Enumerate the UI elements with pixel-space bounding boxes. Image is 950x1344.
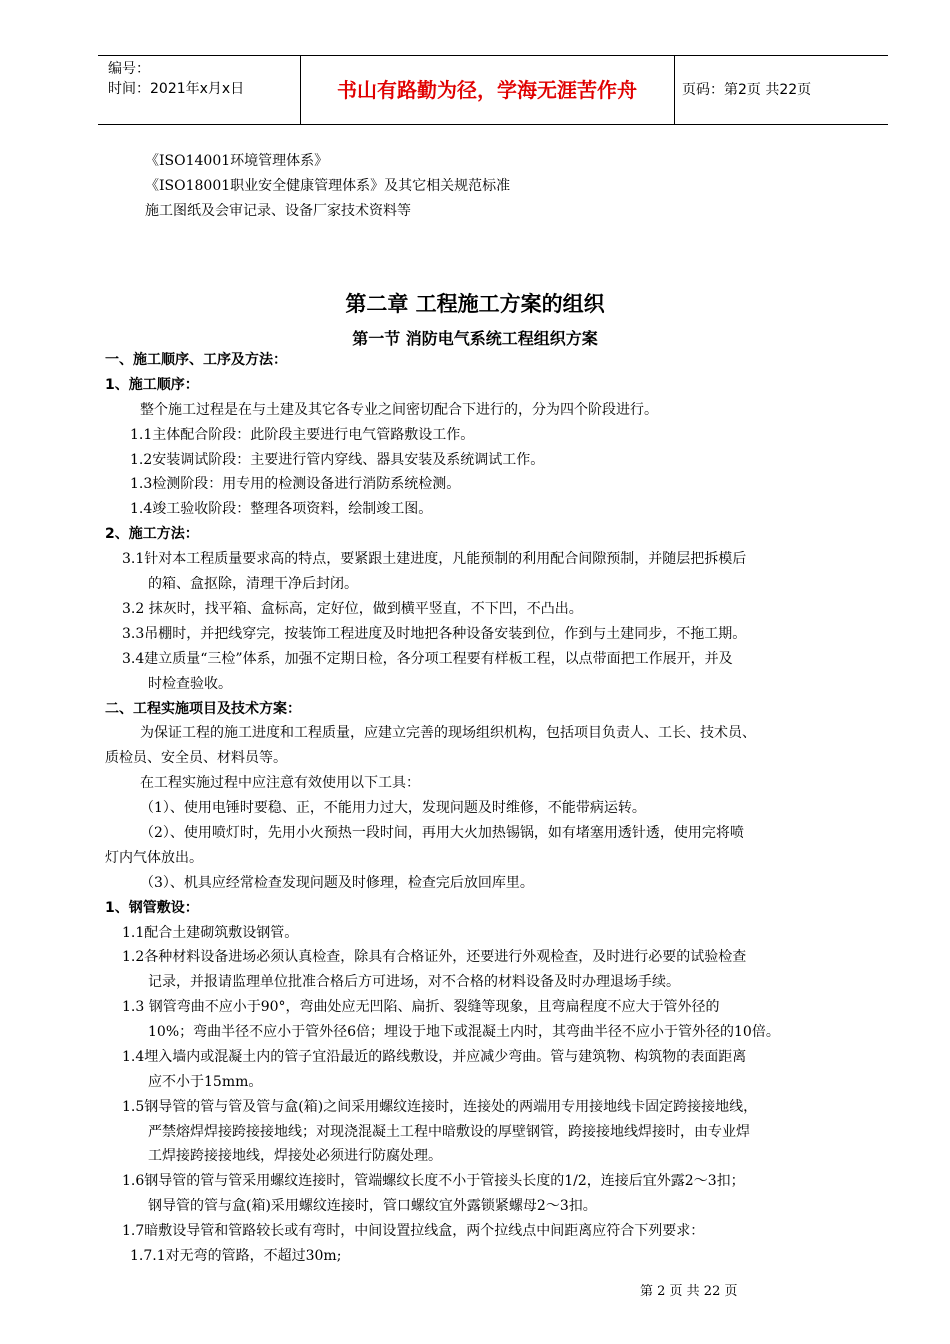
paragraph-line: 钢导管的管与盒(箱)采用螺纹连接时，管口螺纹宜外露锁紧螺母2～3扣。 <box>148 1198 597 1214</box>
paragraph-line: 在工程实施过程中应注意有效使用以下工具： <box>140 775 420 791</box>
paragraph-line: 1.2各种材料设备进场必须认真检查，除具有合格证外，还要进行外观检查，及时进行必要的试验检查 <box>122 949 747 965</box>
paragraph-line: 1.4埋入墙内或混凝土内的管子宜沿最近的路线敷设，并应减少弯曲。管与建筑物、构筑物的表面距离 <box>122 1049 747 1065</box>
chapter-title: 第二章 工程施工方案的组织 <box>345 292 605 316</box>
section-title: 第一节 消防电气系统工程组织方案 <box>352 329 598 348</box>
paragraph-line: 记录，并报请监理单位批准合格后方可进场，对不合格的材料设备及时办理退场手续。 <box>148 974 680 990</box>
paragraph-line: 1.6钢导管的管与管采用螺纹连接时，管端螺纹长度不小于管接头长度的1/2，连接后宜外露2～3扣； <box>122 1173 745 1189</box>
paragraph-line: 3.2 抹灰时，找平箱、盒标高，定好位，做到横平竖直，不下凹，不凸出。 <box>122 601 583 617</box>
paragraph-line: 1.2安装调试阶段：主要进行管内穿线、器具安装及系统调试工作。 <box>130 452 545 468</box>
paragraph-line: 的箱、盒抠除，清理干净后封闭。 <box>148 576 358 592</box>
paragraph-line: （3）、机具应经常检查发现问题及时修理，检查完后放回库里。 <box>140 875 534 891</box>
paragraph-line: 1.7暗敷设导管和管路较长或有弯时，中间设置拉线盒，两个拉线点中间距离应符合下列要求： <box>122 1223 705 1239</box>
paragraph-line: 工焊接跨接接地线，焊接处必须进行防腐处理。 <box>148 1148 442 1164</box>
header-motto: 书山有路勤为径，学海无涯苦作舟 <box>300 56 675 124</box>
header-page-number: 页码：第2页 共22页 <box>682 82 812 98</box>
paragraph-line: 1.3 钢管弯曲不应小于90°，弯曲处应无凹陷、扁折、裂缝等现象，且弯扁程度不应大于管外径的 <box>122 999 720 1015</box>
paragraph-line: 1.1配合土建砌筑敷设钢管。 <box>122 925 299 941</box>
paragraph-line: 1.1主体配合阶段：此阶段主要进行电气管路敷设工作。 <box>130 427 475 443</box>
paragraph-line: 为保证工程的施工进度和工程质量，应建立完善的现场组织机构，包括项目负责人、工长、技术员、 <box>140 725 756 741</box>
document-number-label: 编号： <box>108 61 150 77</box>
paragraph-line: 1.4竣工验收阶段：整理各项资料，绘制竣工图。 <box>130 501 433 517</box>
paragraph-line: 灯内气体放出。 <box>105 850 203 866</box>
paragraph-line: （1）、使用电锤时要稳、正，不能用力过大，发现问题及时维修，不能带病运转。 <box>140 800 646 816</box>
paragraph-line: 严禁熔焊焊接跨接接地线；对现浇混凝土工程中暗敷设的厚壁钢管，跨接接地线焊接时，由专业焊 <box>148 1124 750 1140</box>
intro-line: 施工图纸及会审记录、设备厂家技术资料等 <box>145 203 411 219</box>
intro-line: 《ISO18001职业安全健康管理体系》及其它相关规范标准 <box>145 178 511 194</box>
heading: 2、施工方法： <box>105 526 199 542</box>
header-meta <box>98 56 301 124</box>
paragraph-line: 1.7.1对无弯的管路，不超过30m; <box>130 1248 342 1264</box>
paragraph-line: 质检员、安全员、材料员等。 <box>105 750 287 766</box>
paragraph-line: 1.3检测阶段：用专用的检测设备进行消防系统检测。 <box>130 476 461 492</box>
page-footer: 第 2 页 共 22 页 <box>640 1284 738 1299</box>
paragraph-line: 10%；弯曲半径不应小于管外径6倍；埋设于地下或混凝土内时，其弯曲半径不应小于管外径的10倍。 <box>148 1024 780 1040</box>
document-time-label: 时间：2021年x月x日 <box>108 81 245 97</box>
heading: 二、工程实施项目及技术方案： <box>105 701 301 717</box>
paragraph-line: 3.1针对本工程质量要求高的特点，要紧跟土建进度，凡能预制的利用配合间隙预制，并随层把拆模后 <box>122 551 747 567</box>
paragraph-line: （2）、使用喷灯时，先用小火预热一段时间，再用大火加热锡锅，如有堵塞用透针透，使用完将喷 <box>140 825 744 841</box>
heading: 1、施工顺序： <box>105 377 199 393</box>
intro-line: 《ISO14001环境管理体系》 <box>145 153 329 169</box>
paragraph-line: 3.3吊棚时，并把线穿完，按装饰工程进度及时地把各种设备安装到位，作到与土建同步，不拖工期。 <box>122 626 747 642</box>
paragraph-line: 时检查验收。 <box>148 676 232 692</box>
paragraph-line: 3.4建立质量“三检”体系，加强不定期日检，各分项工程要有样板工程，以点带面把工作展开，并及 <box>122 651 733 667</box>
page-header <box>98 55 888 125</box>
heading: 一、施工顺序、工序及方法： <box>105 352 287 368</box>
paragraph-line: 应不小于15mm。 <box>148 1074 263 1090</box>
heading: 1、钢管敷设： <box>105 900 199 916</box>
paragraph-line: 整个施工过程是在与土建及其它各专业之间密切配合下进行的，分为四个阶段进行。 <box>140 402 658 418</box>
paragraph-line: 1.5钢导管的管与管及管与盒(箱)之间采用螺纹连接时，连接处的两端用专用接地线卡固定跨接接地线， <box>122 1099 758 1115</box>
